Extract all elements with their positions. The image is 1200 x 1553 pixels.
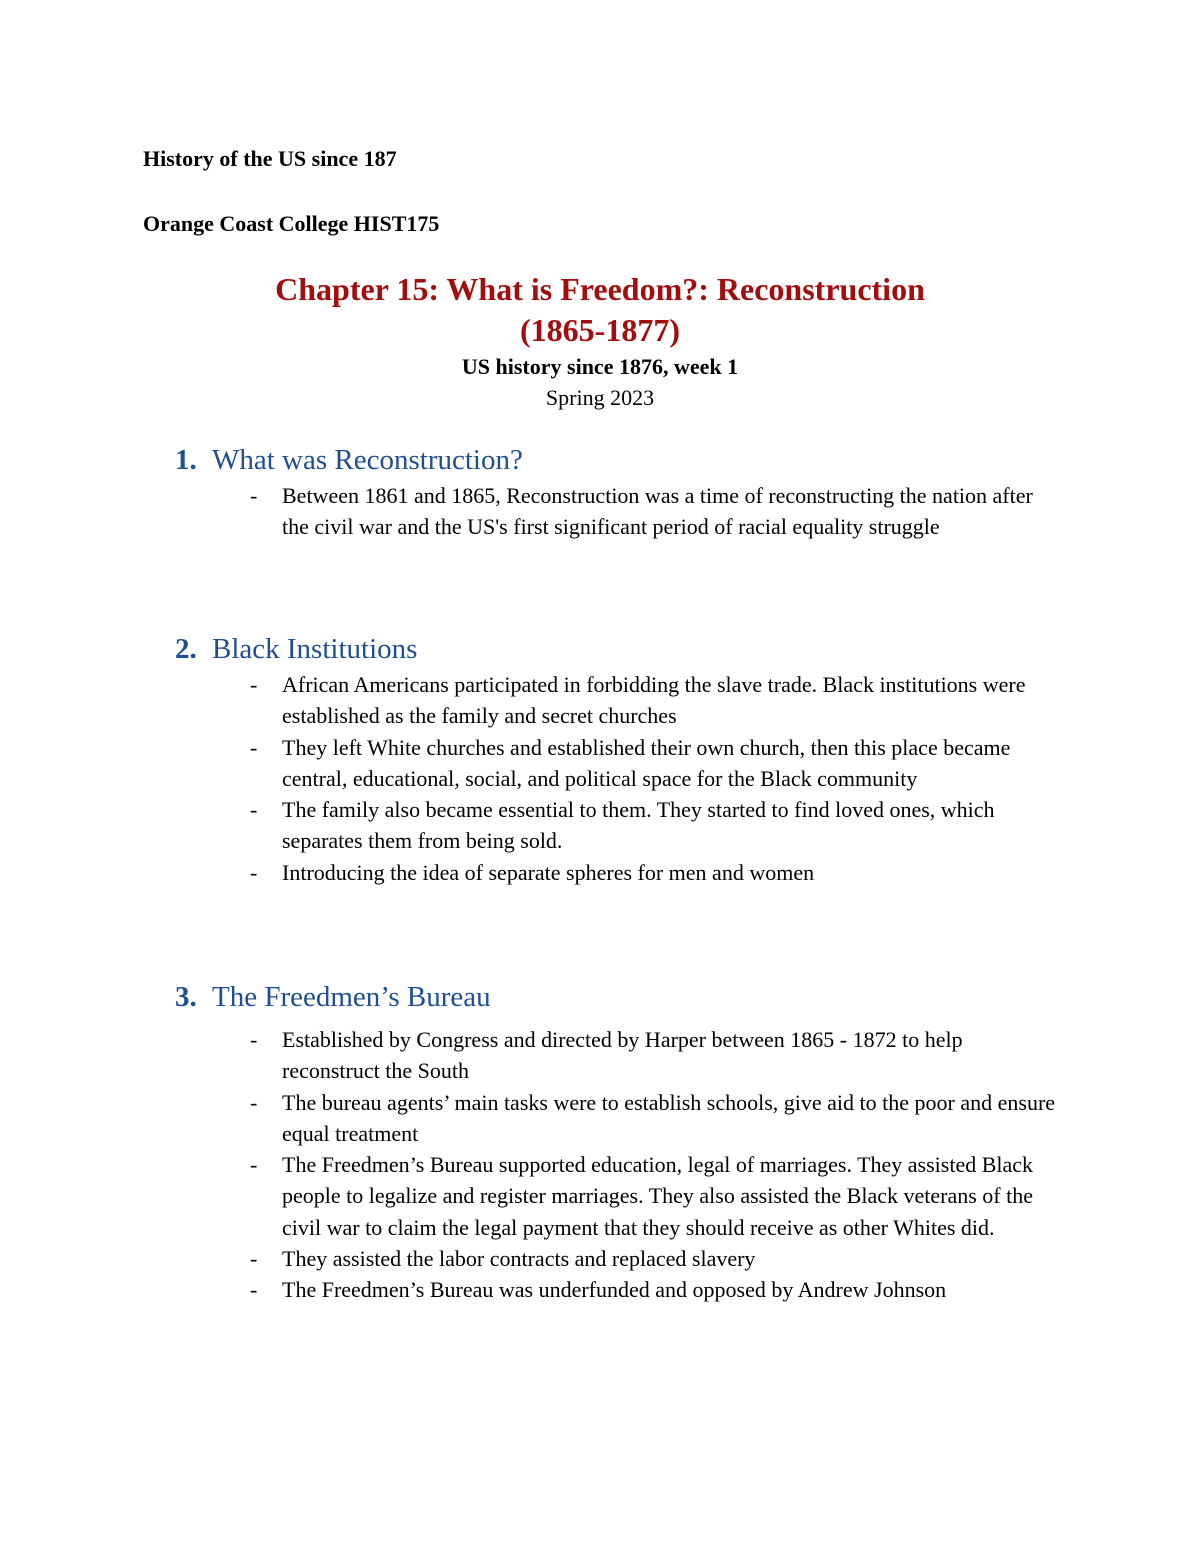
dash-bullet-icon: - (250, 1277, 258, 1303)
list-item (175, 1243, 1062, 1274)
dash-bullet-icon: - (250, 1027, 258, 1052)
bullet-list (175, 1024, 1075, 1306)
list-item (175, 857, 1062, 888)
section-number: 1. (175, 444, 197, 476)
list-item-text: The Freedmen’s Bureau supported education, legal of marriages. They assisted Black people to legalize and register marriages. They also assisted the Black veterans of the civil war to claim the legal payment that they should receive as other Whites did. (282, 1152, 1034, 1240)
list-item (175, 1149, 1062, 1243)
list-item (175, 669, 1062, 732)
section-heading (175, 632, 1075, 666)
list-item (175, 794, 1062, 857)
list-item (175, 1087, 1062, 1150)
list-item-text: The Freedmen’s Bureau was underfunded and opposed by Andrew Johnson (282, 1277, 947, 1303)
dash-bullet-icon: - (250, 672, 258, 697)
section-number: 2. (175, 633, 197, 665)
chapter-subtitle: US history since 1876, week 1 (461, 354, 739, 379)
dash-bullet-icon: - (250, 734, 258, 760)
list-item-text: The bureau agents’ main tasks were to establish schools, give aid to the poor and ensure equal treatment (282, 1089, 1056, 1146)
chapter-title: Chapter 15: What is Freedom?: Reconstruction (275, 271, 925, 307)
list-item (175, 732, 1062, 795)
section-heading-text: Black Institutions (212, 633, 418, 665)
dash-bullet-icon: - (250, 1152, 258, 1178)
dash-bullet-icon: - (250, 797, 258, 823)
dash-bullet-icon: - (250, 859, 258, 885)
list-item-text: Introducing the idea of separate spheres for men and women (282, 859, 815, 885)
list-item-text: African Americans participated in forbidding the slave trade. Black institutions were established as the family and secret churches (282, 672, 1026, 729)
list-item-text: Established by Congress and directed by Harper between 1865 - 1872 to help reconstruct the South (282, 1027, 963, 1084)
bullet-list (175, 480, 1075, 543)
section-heading-text: The Freedmen’s Bureau (212, 981, 491, 1013)
chapter-years: (1865-1877) (520, 312, 680, 348)
college-course-code: Orange Coast College HIST175 (143, 211, 440, 236)
list-item (175, 480, 1062, 543)
list-item-text: Between 1861 and 1865, Reconstruction was a time of reconstructing the nation after the civil war and the US's first significant period of racial equality struggle (282, 483, 1033, 540)
section-what-was-reconstruction (175, 443, 1075, 543)
bullet-list (175, 669, 1075, 888)
section-heading-text: What was Reconstruction? (212, 444, 523, 476)
section-heading (175, 443, 1075, 477)
list-item-text: The family also became essential to them. They started to find loved ones, which separates them from being sold. (282, 797, 995, 854)
section-black-institutions (175, 632, 1075, 888)
section-freedmens-bureau (175, 980, 1075, 1306)
list-item-text: They left White churches and established their own church, then this place became central, educational, social, and political space for the Black community (282, 734, 1011, 791)
dash-bullet-icon: - (250, 1089, 258, 1115)
dash-bullet-icon: - (250, 483, 258, 508)
list-item-text: They assisted the labor contracts and replaced slavery (282, 1246, 756, 1272)
dash-bullet-icon: - (250, 1246, 258, 1272)
list-item (175, 1024, 1062, 1087)
section-number: 3. (175, 981, 197, 1013)
course-title: History of the US since 187 (143, 146, 397, 171)
list-item (175, 1274, 1062, 1305)
term-label: Spring 2023 (545, 385, 655, 410)
section-heading (175, 980, 1075, 1014)
